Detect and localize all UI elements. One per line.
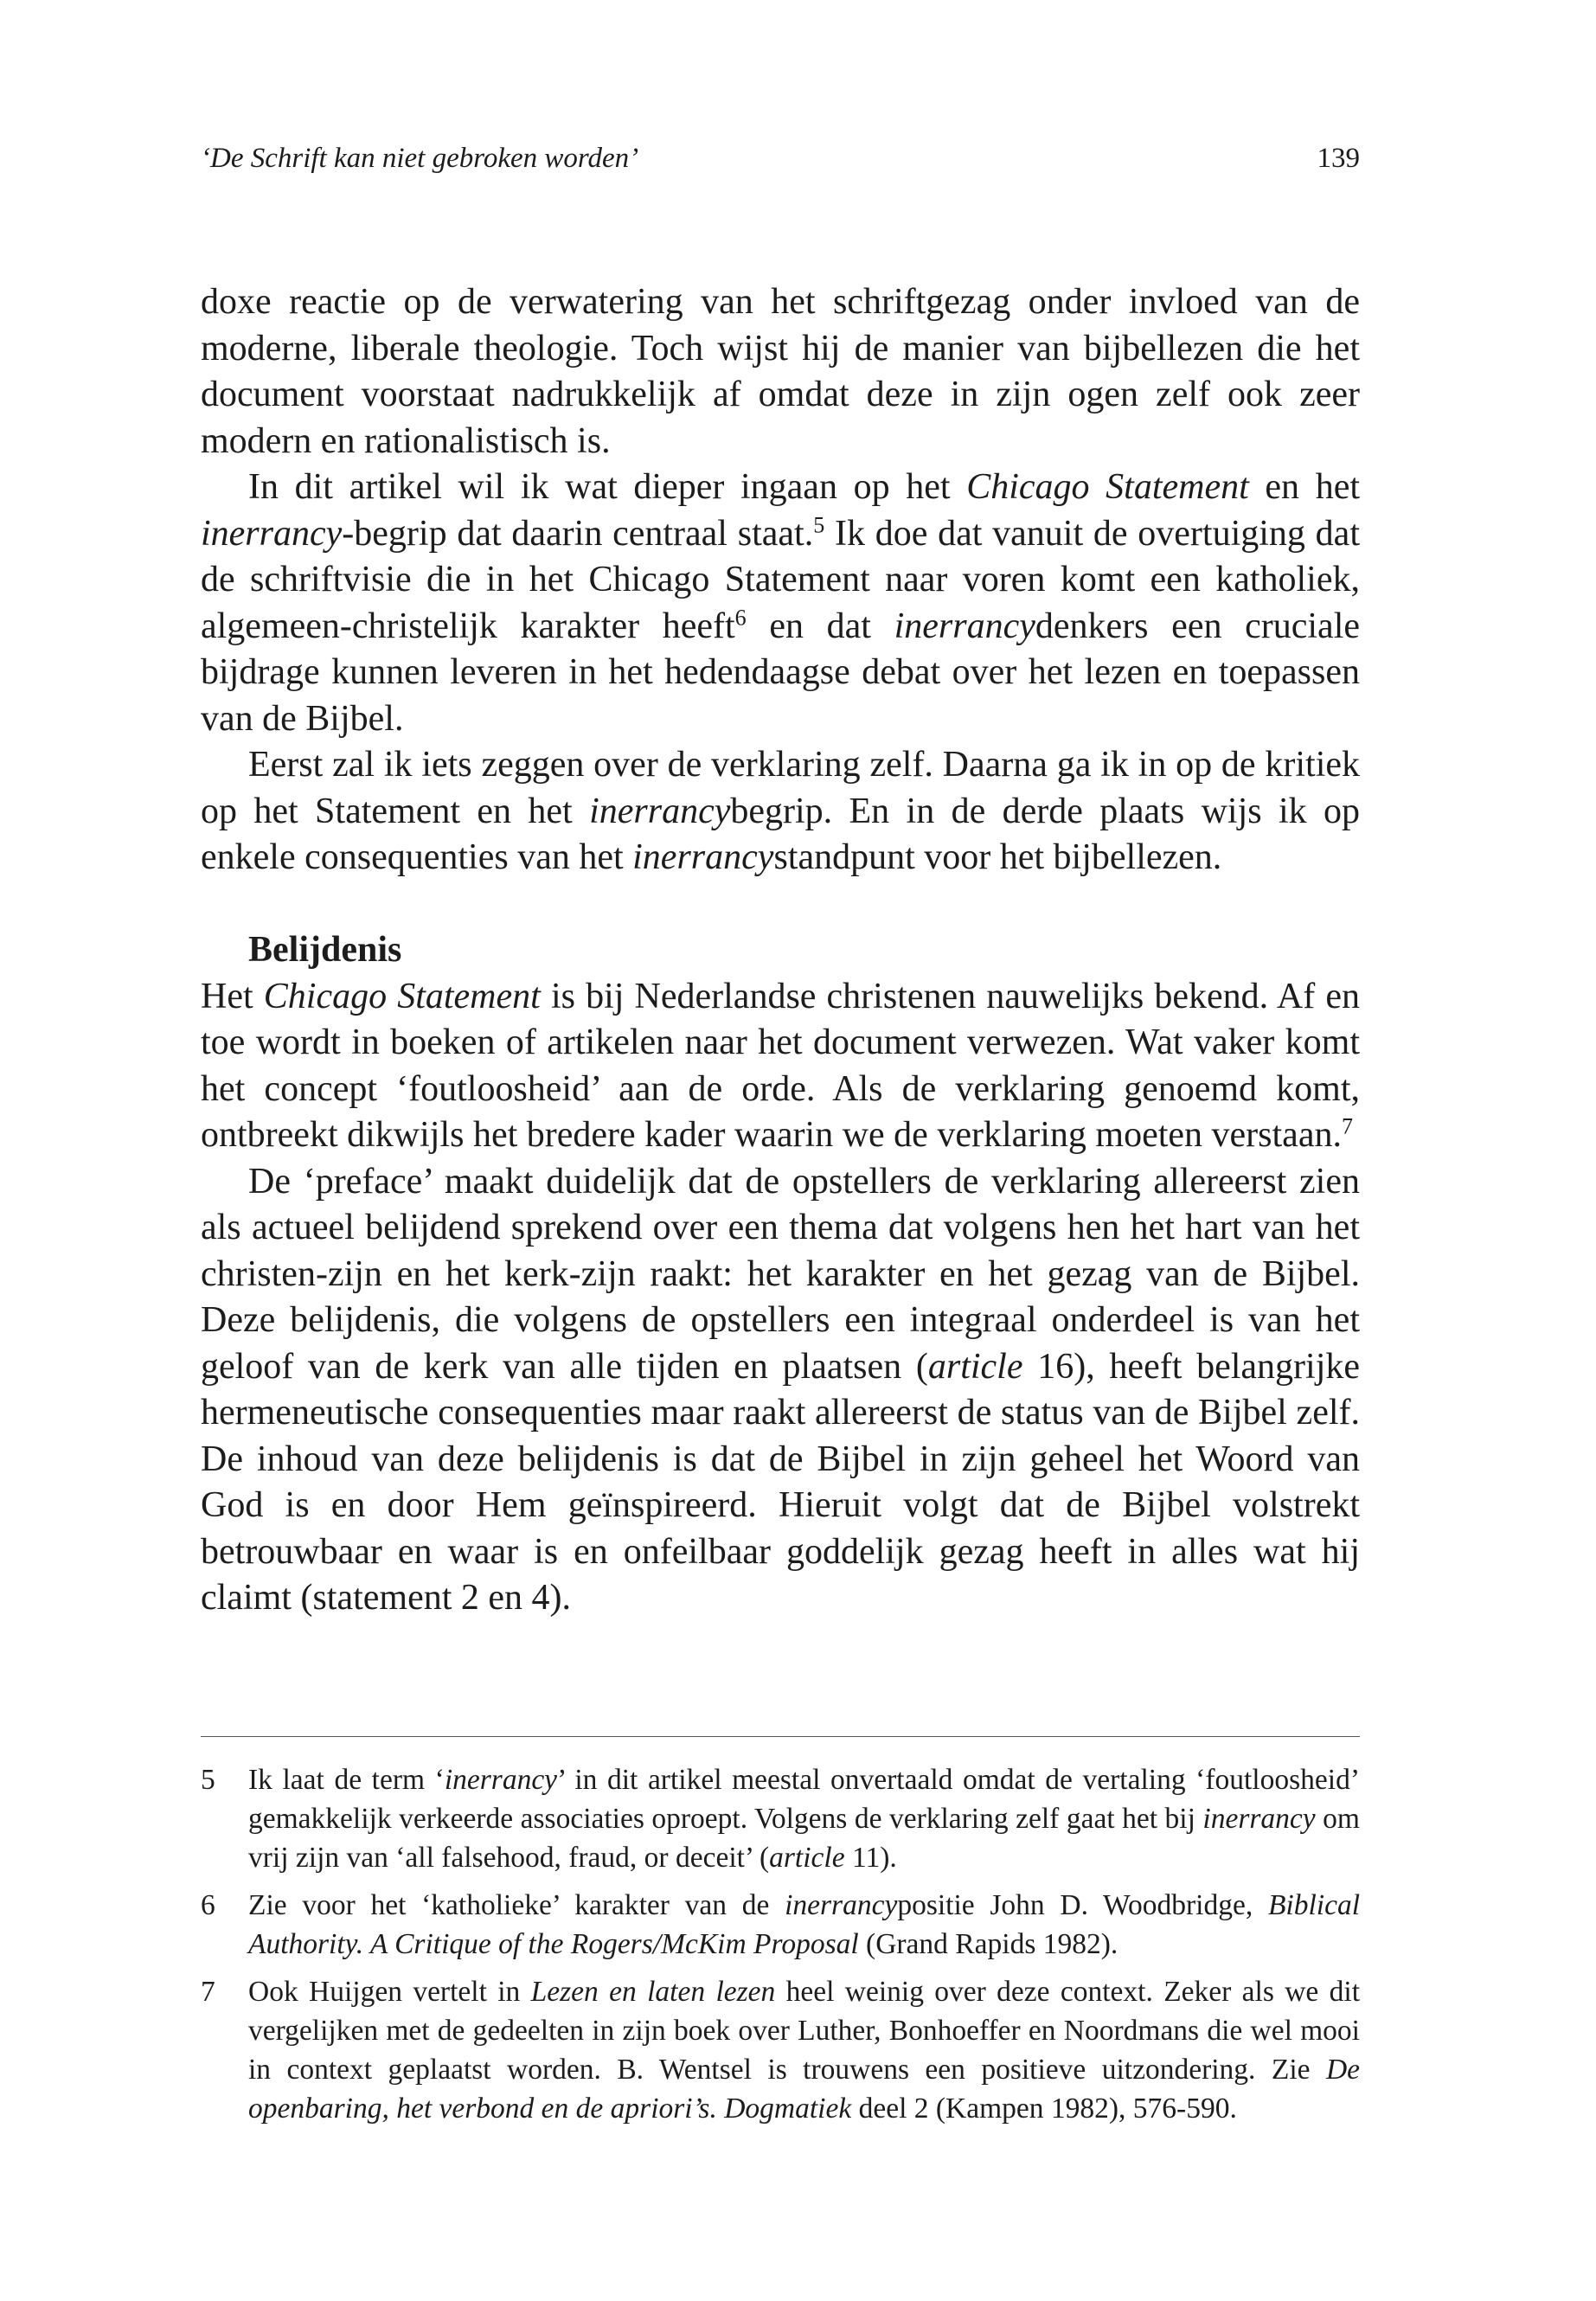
paragraph-5: De ‘preface’ maakt duidelijk dat de opstellers de verklaring allereerst zien als actueel belijdend sprekend over een thema dat volgens hen het hart van het christen-zijn en het kerk-zijn raakt: het karakter en het gezag van de Bijbel. Deze belijdenis, die volgens de opstellers een integraal onderdeel is van het geloof van de kerk van alle tijden en plaatsen (article 16), heeft belangrijke hermeneutische consequenties maar raakt allereerst de status van de Bijbel zelf. De inhoud van deze belijdenis is dat de Bijbel in zijn geheel het Woord van God is en door Hem geïnspireerd. Hieruit volgt dat de Bijbel volstrekt betrouwbaar en waar is en onfeilbaar goddelijk gezag heeft in alles wat hij claimt (statement 2 en 4). (201, 1161, 1361, 1618)
footnote-7: 7 Ook Huijgen vertelt in Lezen en laten lezen heel weinig over deze context. Zeker als we dit vergelijken met de gedeelten in zijn boek over Luther, Bonhoeffer en Noordmans die wel mooi in context geplaatst worden. B. Wentsel is trouwens een positieve uitzondering. Zie De openbaring, het verbond en de apriori’s. Dogmatiek deel 2 (Kampen 1982), 576-590. (201, 1972, 1360, 2128)
footnote-5: 5 Ik laat de term ‘inerrancy’ in dit artikel meestal onvertaald omdat de vertaling ‘foutloosheid’ gemakkelijk verkeerde associaties oproept. Volgens de verklaring zelf gaat het bij inerrancy om vrij zijn van ‘all falsehood, fraud, or deceit’ (article 11). (201, 1760, 1360, 1877)
running-head-title: ‘De Schrift kan niet gebroken worden’ (201, 143, 639, 174)
book-page (201, 0, 1360, 2301)
footnote-number: 6 (201, 1889, 215, 1921)
page-number: 139 (1317, 143, 1360, 174)
footnote-6: 6 Zie voor het ‘katholieke’ karakter van de inerrancypositie John D. Woodbridge, Biblical Authority. A Critique of the Rogers/McKim Proposal (Grand Rapids 1982). (201, 1886, 1360, 1964)
footnote-ref-5: 5 (813, 512, 825, 538)
footnotes (201, 1760, 1360, 2137)
paragraph-3: Eerst zal ik iets zeggen over de verklaring zelf. Daarna ga ik in op de kritiek op het Statement en het inerrancybegrip. En in de derde plaats wijs ik op enkele consequenties van het inerrancystandpunt voor het bijbellezen. (201, 745, 1360, 877)
paragraph-4: Het Chicago Statement is bij Nederlandse christenen nauwelijks bekend. Af en toe wordt in boeken of artikelen naar het document verwezen. Wat vaker komt het concept ‘foutloosheid’ aan de orde. Als de verklaring genoemd komt, ontbreekt dikwijls het bredere kader waarin we de verklaring moeten verstaan.$^7$ (201, 976, 1360, 1155)
paragraph-2: In dit artikel wil ik wat dieper ingaan op het Chicago Statement en het inerrancy-begrip dat daarin centraal staat.$^5$ Ik doe dat vanuit de overtuiging dat de schriftvisie die in het Chicago Statement naar voren komt een katholiek, algemeen-christelijk karakter heeft$^6$ en dat inerrancydenkers een cruciale bijdrage kunnen leveren in het hedendaagse debat over het lezen en toepassen van de Bijbel. (201, 467, 1361, 739)
section-heading: Belijdenis (248, 930, 402, 970)
footnote-ref-6: 6 (734, 605, 747, 631)
running-head (201, 138, 1360, 178)
footnote-ref-7: 7 (1341, 1113, 1353, 1139)
main-text (201, 279, 1360, 1622)
footnote-number: 5 (201, 1764, 215, 1796)
footnote-divider (201, 1736, 1360, 1737)
footnote-number: 7 (201, 1976, 215, 2008)
paragraph-1: doxe reactie op de verwatering van het schriftgezag onder invloed van de moderne, liberale theologie. Toch wijst hij de manier van bijbellezen die het document voorstaat nadrukkelijk af omdat deze in zijn ogen zelf ook zeer modern en rationalistisch is. (201, 282, 1360, 461)
